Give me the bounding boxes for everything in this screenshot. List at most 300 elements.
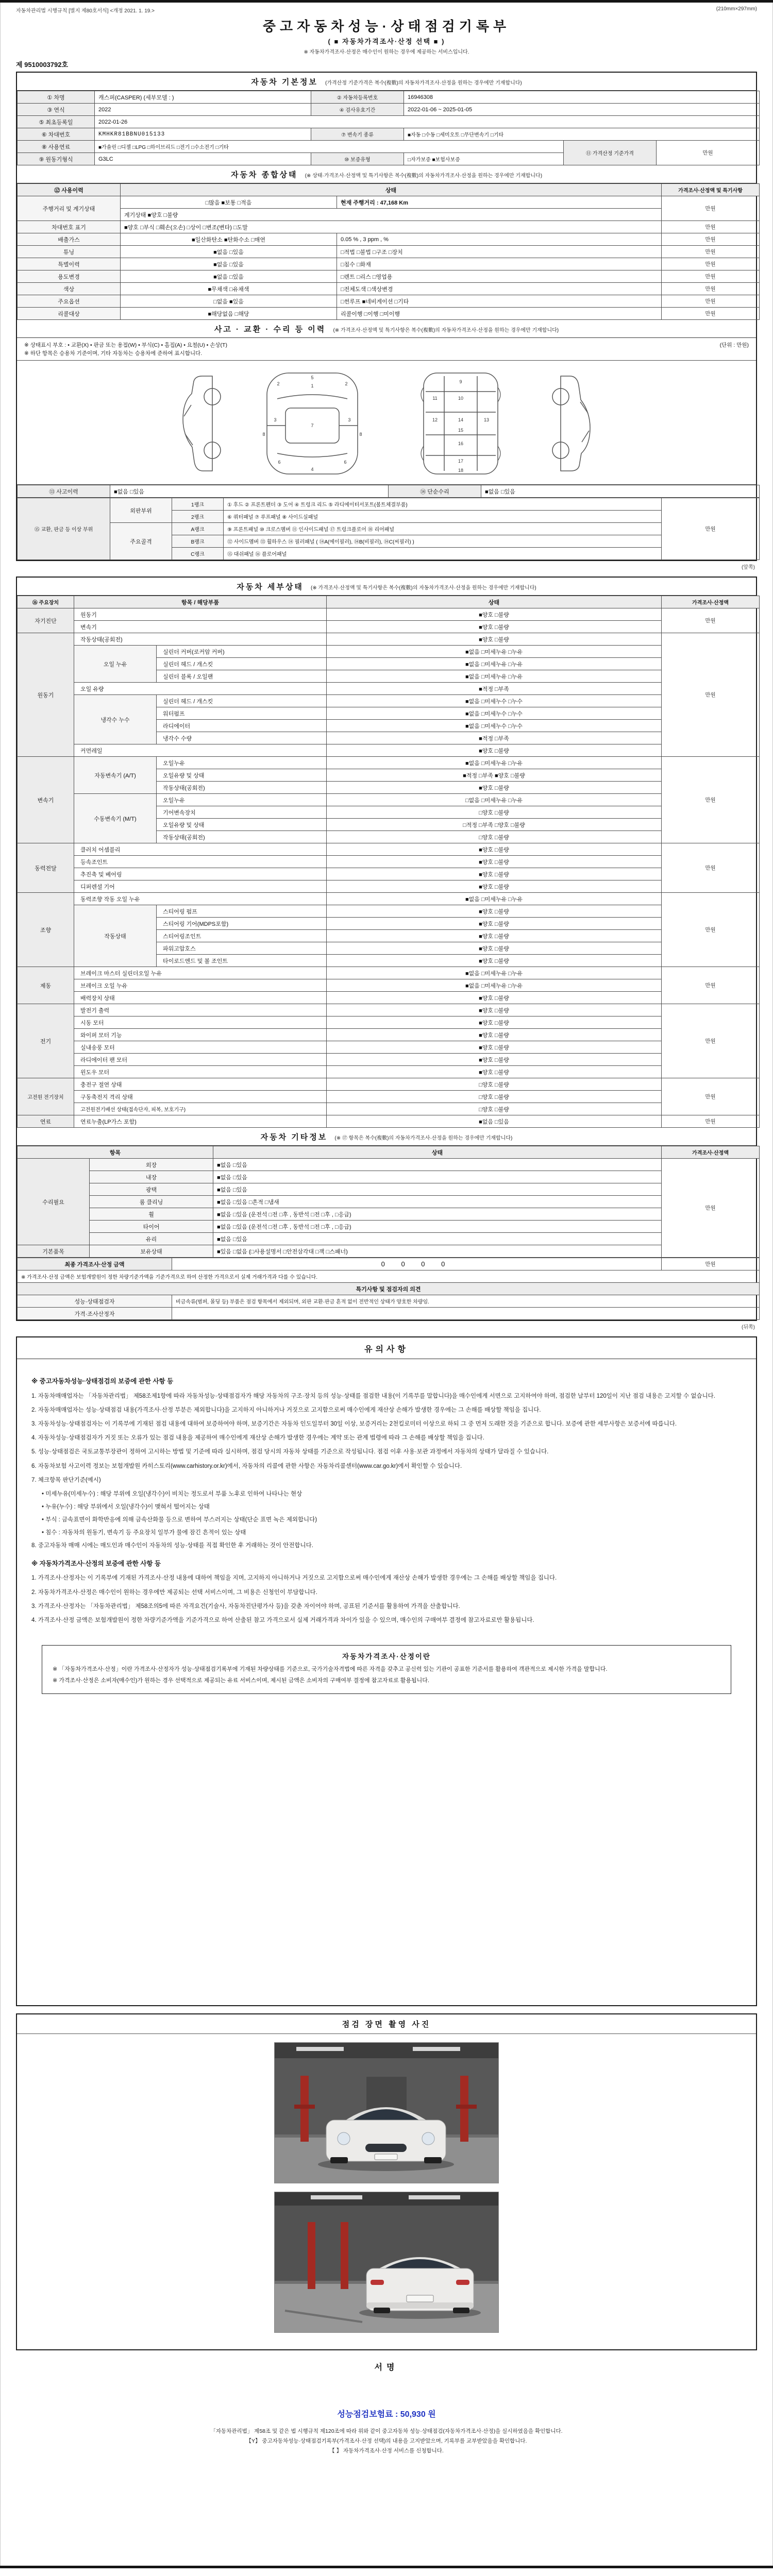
checkbox-options-cell[interactable]: ■없음 □있음 □흔적 □냄새 xyxy=(213,1196,662,1208)
cell: ⑮ 교환, 판금 등 이상 부위 xyxy=(18,498,110,560)
table-row xyxy=(18,1115,760,1128)
cell: 만원 xyxy=(662,967,760,1004)
checkbox-options-cell[interactable]: ■없음 □미세누유 □누유 xyxy=(327,979,662,992)
checkbox-options-cell[interactable]: ■일산화탄소 ■탄화수소 □매연 xyxy=(121,233,337,246)
checkbox-options-cell[interactable]: ■없음 □미세누수 □누수 xyxy=(327,720,662,732)
checkbox-options-cell[interactable]: ■없음 □미세누수 □누수 xyxy=(327,707,662,720)
cell: 튜닝 xyxy=(18,246,121,258)
signature-title: 서명 xyxy=(374,2363,399,2372)
cell: 제동 xyxy=(18,967,74,1004)
cell: 가격·조사산정자 xyxy=(18,1308,172,1320)
checkbox-options-cell[interactable]: ■없음 □있음 xyxy=(481,485,760,498)
table-row xyxy=(18,1159,760,1171)
column-header: ⑯ 주요장치 xyxy=(18,596,74,608)
cell: A랭크 xyxy=(172,523,224,535)
detail-title-text: 자동차 세부상태 xyxy=(237,583,304,591)
column-header: ⑫ 사용이력 xyxy=(18,184,121,196)
cell: 캐스퍼(CASPER) (세부모델 : ) xyxy=(95,91,311,104)
section-title-detail xyxy=(17,578,756,596)
checkbox-options-cell[interactable]: □적정 □부족 □양호 □불량 xyxy=(327,819,662,831)
table-row xyxy=(18,868,760,880)
emission-values: 0.05 % , 3 ppm , % xyxy=(337,233,662,246)
cell: 작동상태 xyxy=(74,905,157,967)
cell: 실린더 헤드 / 개스킷 xyxy=(157,695,327,707)
cell: 라디에이터 xyxy=(157,720,327,732)
table-row xyxy=(18,1308,760,1320)
checkbox-options-cell[interactable]: □없음 ■있음 xyxy=(121,295,337,308)
cell: 수동변속기 (M/T) xyxy=(74,794,157,843)
checkbox-options-cell[interactable]: ■양호 □불량 xyxy=(327,1004,662,1016)
checkbox-options-cell[interactable]: ■양호 □불량 xyxy=(327,1066,662,1078)
checkbox-options-cell[interactable]: 리콜이행 □이행 □미이행 xyxy=(337,308,662,320)
table-row xyxy=(18,1171,760,1183)
cell: ⑫ 사이드멤버 ⑬ 휠하우스 ⑭ 필러패널 ( ⑭A(에이필러), ⑭B(비필러), ⑭C(씨필러) ) xyxy=(224,535,662,548)
photos-title: 점검 장면 촬영 사진 xyxy=(17,2014,756,2034)
cell: ⑮ 대쉬패널 ⑯ 플로어패널 xyxy=(224,548,662,560)
checkbox-options-cell[interactable]: ■가솔린 □디젤 □LPG □하이브리드 □전기 □수소전기 □기타 xyxy=(95,141,564,153)
notes-line: 6. 자동차보험 사고이력 정보는 보험개발원 카히스토리(www.carhistory.or.kr)에서, 자동차의 리콜에 관한 사항은 자동차리콜센터(www.car.go.kr)에서 확인할 수 있습니다. xyxy=(31,1463,462,1469)
checkbox-options-cell[interactable]: ■없음 □미세누유 □누유 xyxy=(327,967,662,979)
svg-text:11: 11 xyxy=(432,396,438,401)
checkbox-options-cell[interactable]: □자가보증 ■보험사보증 xyxy=(404,153,564,165)
checkbox-options-cell[interactable]: ■적정 □부족 xyxy=(327,683,662,695)
cell: 만원 xyxy=(662,1159,760,1258)
checkbox-options-cell[interactable]: ■해당없음 □해당 xyxy=(121,308,337,320)
cell: 2022-01-06 ~ 2025-01-05 xyxy=(404,104,760,116)
page-marker-back: (뒤쪽) xyxy=(742,1325,755,1330)
table-row xyxy=(18,744,760,757)
accident-flags-table xyxy=(17,485,760,498)
cell: 작동상태(공회전) xyxy=(157,831,327,843)
accident-legend-symbols: ※ 상태표시 부호 : • 교환(X) • 판금 또는 용접(W) • 부식(C) • 흠집(A) • 요철(U) • 손상(T) xyxy=(24,342,227,348)
checkbox-options-cell[interactable]: ■없음 □있음 xyxy=(121,258,337,270)
svg-text:12: 12 xyxy=(432,417,438,422)
svg-text:7: 7 xyxy=(311,423,314,428)
cell: 동력조향 작동 오일 누유 xyxy=(74,893,327,905)
inspection-photo-front xyxy=(274,2042,499,2183)
cell: 고전원 전기장치 xyxy=(18,1078,74,1115)
document-subtitle: ( ■ 자동차가격조사·산정 선택 ■ ) xyxy=(328,38,445,45)
checkbox-options-cell[interactable]: ■없음 □있음 xyxy=(213,1183,662,1196)
notes-heading: ※ 중고자동차성능·상태점검의 보증에 관한 사항 등 xyxy=(31,1378,174,1385)
table-row xyxy=(18,1078,760,1091)
table-row xyxy=(18,209,760,221)
detail-condition xyxy=(17,596,756,1128)
checkbox-options-cell[interactable]: ■없음 □있음 xyxy=(110,485,389,498)
checkbox-options-cell[interactable]: ■양호 □불량 xyxy=(327,608,662,621)
cell: 연료누출(LP가스 포함) xyxy=(74,1115,327,1128)
checkbox-options-cell[interactable]: ■양호 □불량 xyxy=(327,621,662,633)
cell: 구동축전지 격리 상태 xyxy=(74,1091,327,1103)
checkbox-options-cell[interactable]: ■양호 □부식 □훼손(오손) □상이 □변조(변타) □도말 xyxy=(121,221,662,233)
cell: 만원 xyxy=(662,270,760,283)
checkbox-options-cell[interactable]: □렌트 □리스 □영업용 xyxy=(337,270,662,283)
cell: 주요옵션 xyxy=(18,295,121,308)
cell: 외판부위 xyxy=(110,498,172,523)
checkbox-options-cell[interactable]: ■적정 □부족 xyxy=(327,732,662,744)
valuation-line: ※ 「자동차가격조사·산정」이란 가격조사·산정자가 성능·상태점검기록부에 기재된 차량상태를 기준으로, 국가기술자격법에 따른 자격을 갖추고 공신력 있는 기관이 공표한 기준서를 활용하여 객관적으로 제시한 가격을 말합니다. xyxy=(53,1666,608,1672)
table-row xyxy=(18,633,760,646)
table-row xyxy=(18,1183,760,1196)
photo-rear-scene xyxy=(275,2192,498,2332)
cell: 자기진단 xyxy=(18,608,74,633)
checkbox-options-cell[interactable]: ■없음 □있음 xyxy=(213,1171,662,1183)
svg-text:2: 2 xyxy=(277,381,280,386)
table-row xyxy=(18,295,760,308)
svg-text:14: 14 xyxy=(458,417,464,422)
table-row xyxy=(18,621,760,633)
checkbox-options-cell[interactable]: □양호 □불량 xyxy=(327,1078,662,1091)
notes-box xyxy=(16,1336,757,2006)
column-header: 상태 xyxy=(327,596,662,608)
cell: ⑭ 단순수리 xyxy=(389,485,481,498)
final-price-label: 최종 가격조사·산정 금액 xyxy=(18,1258,172,1270)
cell: 2022 xyxy=(95,104,311,116)
cell: 만원 xyxy=(662,633,760,757)
cell: 고전원전기배선 상태(접속단자, 피복, 보호기구) xyxy=(74,1103,327,1115)
notes-line: • 부식 : 금속표면이 화학반응에 의해 금속산화물 등으로 변하여 부스러지는 상태(단순 표면 녹은 제외합니다) xyxy=(42,1517,317,1523)
svg-text:5: 5 xyxy=(311,375,314,380)
svg-text:1: 1 xyxy=(311,383,314,388)
checkbox-options-cell[interactable]: ■있음 □없음 (□사용설명서 □안전삼각대 □잭 □스패너) xyxy=(213,1245,662,1258)
column-header: 가격조사·산정액 xyxy=(662,1146,760,1159)
checkbox-options-cell[interactable]: □전체도색 □색상변경 xyxy=(337,283,662,295)
cell: 만원 xyxy=(662,295,760,308)
cell: ② 자동차등록번호 xyxy=(311,91,404,104)
checkbox-options-cell[interactable]: ■양호 □불량 xyxy=(327,744,662,757)
table-row xyxy=(18,979,760,992)
cell: 배출가스 xyxy=(18,233,121,246)
table-row xyxy=(18,695,760,707)
table-row xyxy=(18,880,760,893)
table-row xyxy=(18,523,760,535)
svg-text:17: 17 xyxy=(458,459,464,464)
legal-confirmation-line: 「자동차관리법」 제58조 및 같은 법 시행규칙 제120조에 따라 위와 같이 중고자동차 성능·상태점검(자동차가격조사·산정)을 실시하였음을 확인합니다. xyxy=(210,2428,563,2434)
svg-text:2: 2 xyxy=(345,381,348,386)
checkbox-options-cell[interactable]: ■양호 □불량 xyxy=(327,942,662,955)
accident-title-text: 사고 · 교환 · 수리 등 이력 xyxy=(214,325,326,334)
accident-title-note: (※ 가격조사·산정액 및 특기사항은 복수(複數)의 자동차가격조사·산정을 원하는 경우에만 기재합니다) xyxy=(333,328,559,333)
cell: 냉각수 수량 xyxy=(157,732,327,744)
cell: 차대번호 표기 xyxy=(18,221,121,233)
table-row xyxy=(18,683,760,695)
page-bottom-rule xyxy=(0,2566,773,2568)
table-row xyxy=(18,116,760,128)
form-reference-right: (210mm×297mm) xyxy=(716,6,757,12)
section-title-basic xyxy=(17,73,756,91)
svg-text:6: 6 xyxy=(278,460,281,465)
cell: 색상 xyxy=(18,283,121,295)
checkbox-options-cell[interactable]: ■없음 □있음 xyxy=(121,246,337,258)
notes-line: 2. 자동차가격조사·산정은 매수인이 원하는 경우에만 제공되는 선택 서비스이며, 그 비용은 신청인이 부담합니다. xyxy=(31,1589,317,1596)
cell: 조향 xyxy=(18,893,74,967)
notes-line: 1. 자동차매매업자는 「자동차관리법」 제58조제1항에 따라 자동차성능·상태점검자가 해당 자동차의 구조·장치 등의 성능·상태를 점검한 내용(이 기록부를 말합니다)을 매수인에게 서면으로 고지하여야 하며, 점검한 날부터 120일이 지난 점검 내용은 고지할 수 없습니다. xyxy=(31,1393,715,1399)
checkbox-options-cell[interactable]: ■없음 □있음 xyxy=(213,1159,662,1171)
notes-line: 2. 자동차매매업자는 성능·상태점검 내용(가격조사·산정 부분은 제외합니다)을 고지하지 아니하거나 거짓으로 고지함으로써 매수인에게 재산상 손해가 발생한 경우에는 그 손해를 배상할 책임을 집니다. xyxy=(31,1406,541,1413)
svg-text:8: 8 xyxy=(262,432,265,437)
cell: 만원 xyxy=(662,498,760,560)
detail-condition-table xyxy=(17,596,760,1128)
document-subnote: ※ 자동차가격조사·산정은 매수인이 원하는 경우에 제공하는 서비스입니다. xyxy=(304,49,469,55)
checkbox-options-cell[interactable]: ■적정 □부족 ■양호 □불량 xyxy=(327,769,662,782)
cell: ⑦ 변속기 종류 xyxy=(311,128,404,141)
section-box-front xyxy=(16,72,757,561)
checkbox-options-cell[interactable]: ■무채색 □유채색 xyxy=(121,283,337,295)
cell: 용도변경 xyxy=(18,270,121,283)
basic-info xyxy=(17,91,756,165)
checkbox-options-cell[interactable]: □없음 □미세누유 □누유 xyxy=(327,794,662,806)
table-row xyxy=(18,856,760,868)
basic-title-text: 자동차 기본정보 xyxy=(251,78,318,87)
cell: 스티어링 기어(MDPS포함) xyxy=(157,918,327,930)
cell: 2022-01-26 xyxy=(95,116,760,128)
cell: 만원 xyxy=(662,283,760,295)
notes-heading: ※ 자동차가격조사·산정의 보증에 관한 사항 등 xyxy=(31,1560,161,1567)
exchange-panel-list xyxy=(17,498,756,560)
checkbox-options-cell[interactable]: ■양호 □불량 xyxy=(327,992,662,1004)
cell: 배력장치 상태 xyxy=(74,992,327,1004)
table-row xyxy=(18,1208,760,1221)
table-row xyxy=(18,196,760,209)
checkbox-options-cell[interactable]: ■양호 □불량 xyxy=(327,1054,662,1066)
checkbox-options-cell[interactable]: ■없음 □미세누유 □누유 xyxy=(327,646,662,658)
checkbox-options-cell[interactable]: ■양호 □불량 xyxy=(327,633,662,646)
section-title-accident xyxy=(17,320,756,338)
checkbox-options-cell[interactable]: ■양호 □불량 xyxy=(327,930,662,942)
cell: 와이퍼 모터 기능 xyxy=(74,1029,327,1041)
cell: ④ 검사유효기간 xyxy=(311,104,404,116)
table-row xyxy=(18,843,760,856)
cell: 작동상태(공회전) xyxy=(157,782,327,794)
checkbox-options-cell[interactable]: 계기상태 ■양호 □불량 xyxy=(121,209,662,221)
column-header: 가격조사·산정액 및 특기사항 xyxy=(662,184,760,196)
cell: 만원 xyxy=(662,258,760,270)
cell: 만원 xyxy=(662,1004,760,1078)
inspection-photo-rear xyxy=(274,2192,499,2333)
column-header: 항목 / 해당부품 xyxy=(74,596,327,608)
svg-text:16: 16 xyxy=(458,441,464,446)
cell: 작동상태(공회전) xyxy=(74,633,327,646)
basic-title-note: (가격산정 기준가격은 복수(複數)의 자동차가격조사·산정을 원하는 경우에만 기재합니다) xyxy=(325,80,522,86)
table-row xyxy=(18,1029,760,1041)
checkbox-options-cell[interactable]: ■양호 □불량 xyxy=(327,905,662,918)
checkbox-options-cell[interactable]: □양호 □불량 xyxy=(327,831,662,843)
notes-title: 유의사항 xyxy=(17,1337,756,1359)
table-row xyxy=(18,221,760,233)
accident-legend-note: ※ 하단 항목은 승용차 기준이며, 기타 자동차는 승용차에 준하여 표시합니다. xyxy=(17,349,756,361)
checkbox-options-cell[interactable]: □많음 ■보통 □적음 xyxy=(121,196,337,209)
svg-text:4: 4 xyxy=(311,467,314,472)
svg-text:6: 6 xyxy=(344,460,347,465)
cell: 만원 xyxy=(662,757,760,843)
cell: 리콜대상 xyxy=(18,308,121,320)
cell: 룸 클리닝 xyxy=(90,1196,213,1208)
cell: 만원 xyxy=(662,308,760,320)
cell xyxy=(172,1308,760,1320)
cell: 16946308 xyxy=(404,91,760,104)
document-page xyxy=(0,3,773,2566)
checkbox-options-cell[interactable]: ■없음 □있음 xyxy=(327,1115,662,1128)
checkbox-options-cell[interactable]: □썬루프 ■네비게이션 □기타 xyxy=(337,295,662,308)
notes-line: 8. 중고자동차 매매 시에는 매도인과 매수인이 자동차의 성능·상태를 직접 확인한 후 거래하는 것이 안전합니다. xyxy=(31,1543,313,1549)
cell: 성능·상태점검자 xyxy=(18,1295,172,1308)
table-row xyxy=(18,308,760,320)
signature-section xyxy=(16,2361,757,2455)
checkbox-options-cell[interactable]: ■없음 □미세누유 □누유 xyxy=(327,757,662,769)
checkbox-options-cell[interactable]: ■양호 □불량 xyxy=(327,918,662,930)
cell: G3LC xyxy=(95,153,311,165)
cell: ⑬ 사고이력 xyxy=(18,485,110,498)
table-row xyxy=(18,967,760,979)
cell: 오일유량 및 상태 xyxy=(157,769,327,782)
cell: 기어변속장치 xyxy=(157,806,327,819)
checkbox-options-cell[interactable]: ■자동 □수동 □세미오토 □무단변속기 □기타 xyxy=(404,128,760,141)
cell: 동력전달 xyxy=(18,843,74,893)
cell: 브레이크 오일 누유 xyxy=(74,979,327,992)
accident-legend-row xyxy=(17,338,756,349)
cell: 내장 xyxy=(90,1171,213,1183)
cell: 광택 xyxy=(90,1183,213,1196)
cell: 만원 xyxy=(662,196,760,221)
cell: 외장 xyxy=(90,1159,213,1171)
cell: 충전구 절연 상태 xyxy=(74,1078,327,1091)
checkbox-options-cell[interactable]: □양호 □불량 xyxy=(327,806,662,819)
table-row xyxy=(18,141,760,153)
form-reference-row xyxy=(16,6,757,14)
cell: 자동변속기 (A/T) xyxy=(74,757,157,794)
cell: 스티어링 펌프 xyxy=(157,905,327,918)
cell: ① 후드 ② 프론트펜더 ③ 도어 ④ 트렁크 리드 ⑤ 라디에이터서포트(볼트체결부품) xyxy=(224,498,662,511)
detail-title-note: (※ 가격조사·산정액 및 특기사항은 복수(複數)의 자동차가격조사·산정을 원하는 경우에만 기재합니다) xyxy=(311,585,536,591)
checkbox-options-cell[interactable]: □양호 □불량 xyxy=(327,1103,662,1115)
cell: 실린더 헤드 / 개스킷 xyxy=(157,658,327,670)
cell: ③ 연식 xyxy=(18,104,95,116)
checkbox-options-cell[interactable]: ■없음 □미세누유 □누유 xyxy=(327,670,662,683)
cell: 주요골격 xyxy=(110,523,172,560)
cell: ※ 가격조사·산정 금액은 보험개발원이 정한 차량기준가액을 기준가격으로 하여 산정한 가격으로서 실제 거래가격과 다를 수 있습니다. xyxy=(18,1270,760,1283)
car-top-view-diagram xyxy=(250,369,374,478)
cell: 만원 xyxy=(662,893,760,967)
cell: 실린더 블록 / 오일팬 xyxy=(157,670,327,683)
etc-title-note: (※ ⑰ 항목은 복수(複數)의 자동차가격조사·산정을 원하는 경우에만 기재합니다) xyxy=(334,1136,513,1141)
cell: 원동기 xyxy=(18,633,74,757)
table-row xyxy=(18,485,760,498)
cell: 라디에이터 팬 모터 xyxy=(74,1054,327,1066)
svg-text:13: 13 xyxy=(483,417,490,422)
checkbox-options-cell[interactable]: ■없음 □있음 (운전석 □전 □후 , 동반석 □전 □후 , □응급) xyxy=(213,1208,662,1221)
cell: 만원 xyxy=(662,1258,760,1270)
basic-info-table xyxy=(17,91,760,165)
checkbox-options-cell[interactable]: ■없음 □미세누유 □누유 xyxy=(327,658,662,670)
cell: 만원 xyxy=(662,608,760,633)
table-header-row xyxy=(18,1146,760,1159)
cell: 주행거리 및 계기상태 xyxy=(18,196,121,221)
table-row xyxy=(18,1221,760,1233)
cell: 오일누유 xyxy=(157,757,327,769)
table-row xyxy=(18,1016,760,1029)
cell: ① 차명 xyxy=(18,91,95,104)
table-row xyxy=(18,1041,760,1054)
checkbox-options-cell[interactable]: □양호 □불량 xyxy=(327,1091,662,1103)
checkbox-options-cell[interactable]: ■양호 □불량 xyxy=(327,1016,662,1029)
section-box-back xyxy=(16,577,757,1321)
checkbox-options-cell[interactable]: ■없음 □있음 xyxy=(121,270,337,283)
checkbox-options-cell[interactable]: □적법 □불법 □구조 □장치 xyxy=(337,246,662,258)
cell: ⑥ 쿼터패널 ⑦ 루프패널 ⑧ 사이드실패널 xyxy=(224,511,662,523)
checkbox-options-cell[interactable]: ■없음 □있음 (운전석 □전 □후 , 동반석 □전 □후 , □응급) xyxy=(213,1221,662,1233)
checkbox-options-cell[interactable]: ■양호 □불량 xyxy=(327,955,662,967)
notes-line: 4. 자동차성능·상태점검자가 거짓 또는 오류가 있는 점검 내용을 제공하여 매수인에게 재산상 손해가 발생한 경우에는 계약 또는 관계 법령에 따라 그 손해를 배상할 책임을 집니다. xyxy=(31,1435,484,1442)
cell: 디퍼렌셜 기어 xyxy=(74,880,327,893)
table-row xyxy=(18,905,760,918)
cell: ⑧ 사용연료 xyxy=(18,141,95,153)
car-damage-diagram xyxy=(17,361,756,485)
table-row xyxy=(18,128,760,141)
checkbox-options-cell[interactable]: ■양호 □불량 xyxy=(327,856,662,868)
inspector-remark: 비금속류(범퍼, 몰딩 등) 부품은 점검 항목에서 제외되며, 외판 교환·판금 흔적 없이 전반적인 상태가 양호한 차량임. xyxy=(172,1295,760,1308)
column-header: 상태 xyxy=(213,1146,662,1159)
table-row xyxy=(18,1066,760,1078)
overall-title-note: (※ 상태·가격조사·산정액 및 특기사항은 복수(複數)의 자동차가격조사·산정을 원하는 경우에만 기재합니다) xyxy=(305,173,543,179)
cell: 연료 xyxy=(18,1115,74,1128)
cell: 윈도우 모터 xyxy=(74,1066,327,1078)
checkbox-options-cell[interactable]: ■양호 □불량 xyxy=(327,868,662,880)
cell: 보유상태 xyxy=(90,1245,213,1258)
checkbox-options-cell[interactable]: ■양호 □불량 xyxy=(327,880,662,893)
cell: 변속기 xyxy=(74,621,327,633)
svg-text:10: 10 xyxy=(458,396,464,401)
cell: 특별이력 xyxy=(18,258,121,270)
notes-line: • 침수 : 자동차의 원동기, 변속기 등 주요장치 일부가 물에 잠긴 흔적이 있는 상태 xyxy=(42,1530,246,1536)
checkbox-options-cell[interactable]: ■양호 □불량 xyxy=(327,1041,662,1054)
table-row xyxy=(18,992,760,1004)
inspection-insurance-fee: 성능점검보험료 : 50,930 원 xyxy=(337,2410,436,2419)
checkbox-options-cell[interactable]: ■양호 □불량 xyxy=(327,782,662,794)
checkbox-options-cell[interactable]: ■없음 □미세누수 □누수 xyxy=(327,695,662,707)
table-row xyxy=(18,91,760,104)
notes-body xyxy=(17,1364,756,1632)
checkbox-options-cell[interactable]: □침수 □화재 xyxy=(337,258,662,270)
cell: 원동기 xyxy=(74,608,327,621)
checkbox-options-cell[interactable]: ■없음 □있음 xyxy=(213,1233,662,1245)
cell: 실린더 커버(로커암 커버) xyxy=(157,646,327,658)
cell: ⑩ 보증유형 xyxy=(311,153,404,165)
cell: 만원 xyxy=(662,233,760,246)
overall-title-text: 자동차 종합상태 xyxy=(230,171,298,179)
cell: 등속조인트 xyxy=(74,856,327,868)
column-header: 항목 xyxy=(18,1146,213,1159)
etc-info-table xyxy=(17,1146,760,1258)
etc-info xyxy=(17,1146,756,1258)
checkbox-options-cell[interactable]: ■양호 □불량 xyxy=(327,1029,662,1041)
table-row xyxy=(18,1270,760,1283)
table-row xyxy=(18,233,760,246)
cell: 오일 유량 xyxy=(74,683,327,695)
cell: 유리 xyxy=(90,1233,213,1245)
accident-flags xyxy=(17,485,756,498)
etc-title-text: 자동차 기타정보 xyxy=(260,1133,328,1142)
checkbox-options-cell[interactable]: ■없음 □미세누유 □누유 xyxy=(327,893,662,905)
form-reference-left: 자동차관리법 시행규칙 [별지 제80호서식] <개정 2021. 1. 19.> xyxy=(16,8,155,14)
valuation-title: 자동차가격조사·산정이란 xyxy=(342,1653,431,1660)
notes-line: • 누유(누수) : 해당 부위에서 오일(냉각수)이 맺혀서 떨어지는 상태 xyxy=(42,1504,210,1510)
table-row xyxy=(18,757,760,769)
svg-text:18: 18 xyxy=(458,468,464,473)
checkbox-options-cell[interactable]: ■양호 □불량 xyxy=(327,843,662,856)
car-left-side-diagram xyxy=(174,369,226,478)
exchange-panel-list-table xyxy=(17,498,760,560)
document-title: 중고자동차성능·상태점검기록부 xyxy=(262,19,511,34)
